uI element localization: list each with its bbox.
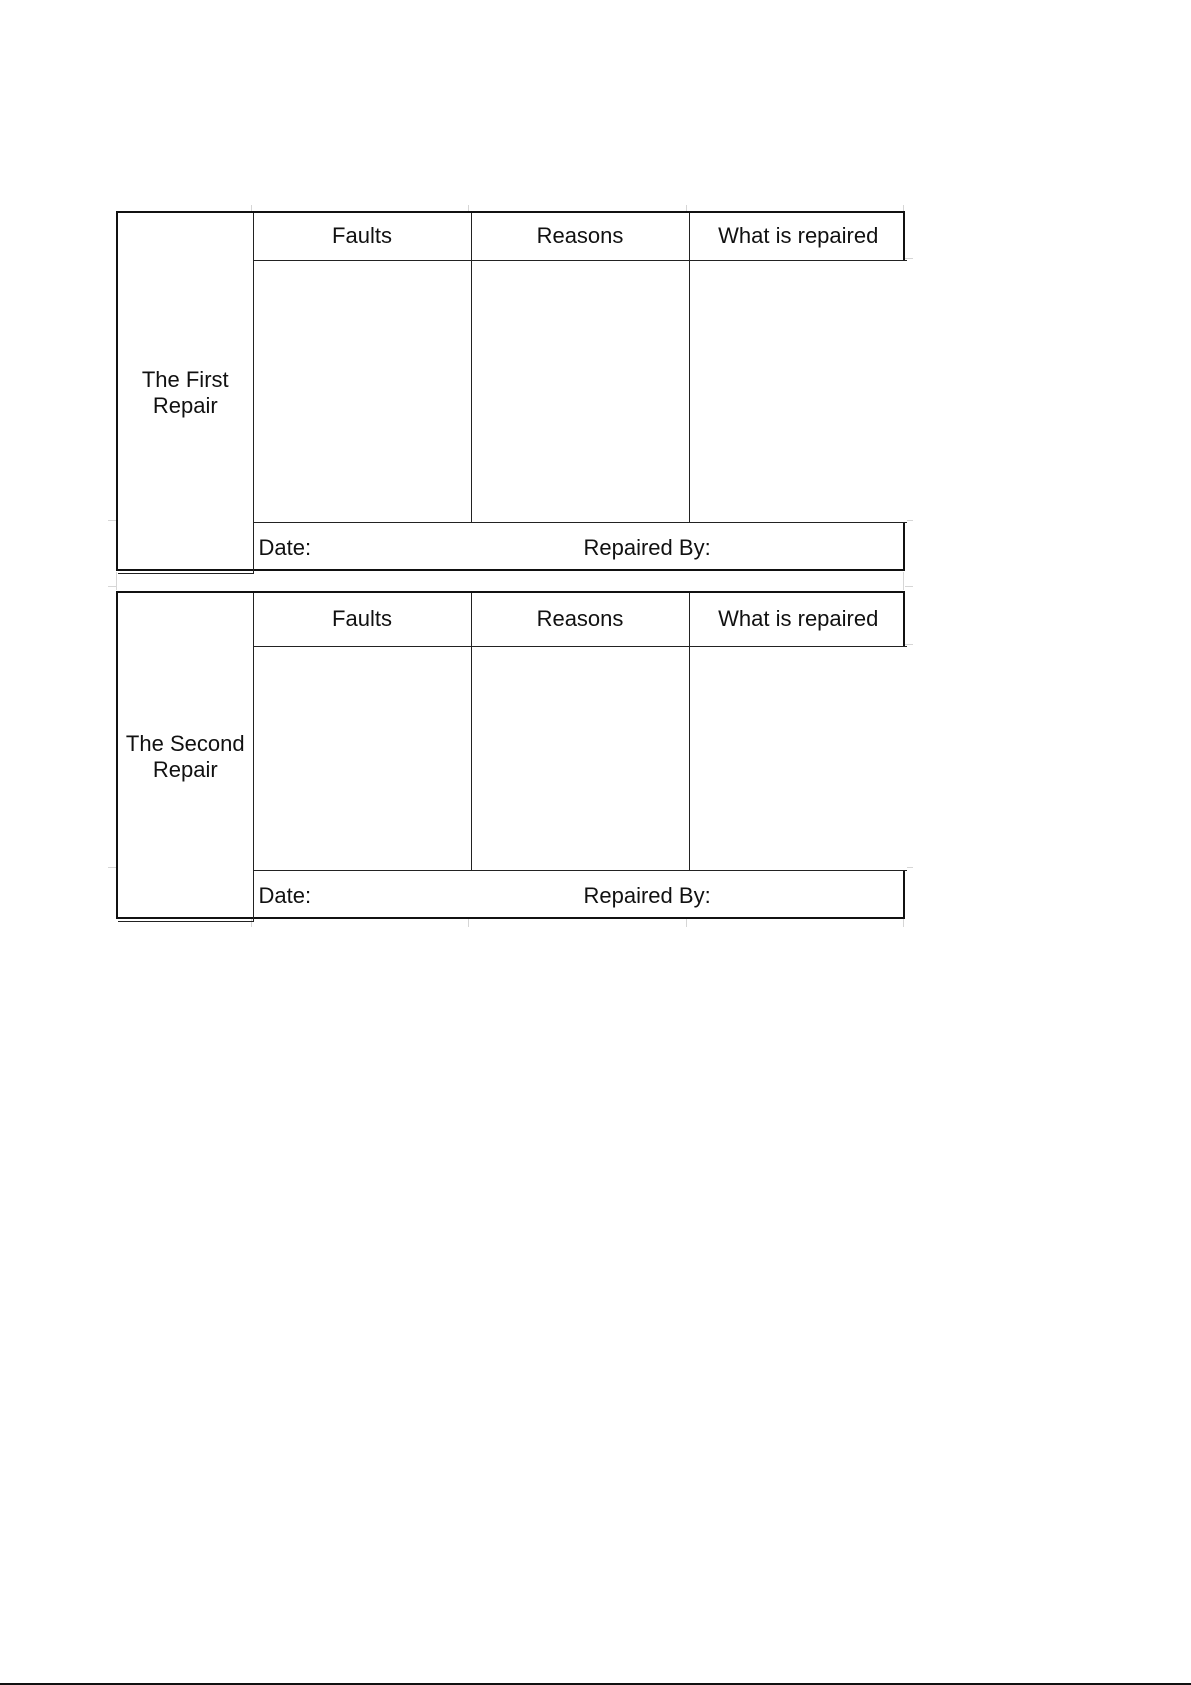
date-label: Date:: [258, 534, 312, 560]
footer-row[interactable]: [253, 522, 907, 573]
repaired-by-label: Repaired By:: [583, 534, 711, 560]
reasons-field[interactable]: [471, 260, 689, 522]
what-is-repaired-field[interactable]: [689, 260, 907, 522]
reasons-field[interactable]: [471, 646, 689, 870]
what-is-repaired-header: What is repaired: [689, 593, 907, 646]
first-repair-label: The First Repair: [118, 213, 253, 573]
faults-header: Faults: [253, 213, 471, 260]
grid-tick: [108, 586, 116, 587]
second-repair-label: The Second Repair: [118, 593, 253, 921]
grid-tick: [108, 520, 116, 521]
reasons-header: Reasons: [471, 593, 689, 646]
faults-field[interactable]: [253, 646, 471, 870]
repaired-by-label: Repaired By:: [583, 882, 711, 908]
reasons-header: Reasons: [471, 213, 689, 260]
grid-tick: [903, 572, 904, 590]
footer-row[interactable]: [253, 870, 907, 921]
grid-tick: [108, 867, 116, 868]
grid-tick: [116, 572, 117, 590]
first-repair-form: [116, 211, 905, 571]
second-repair-form: [116, 591, 905, 919]
date-label: Date:: [258, 882, 312, 908]
what-is-repaired-header: What is repaired: [689, 213, 907, 260]
what-is-repaired-field[interactable]: [689, 646, 907, 870]
faults-header: Faults: [253, 593, 471, 646]
second-repair-table: [118, 593, 907, 922]
first-repair-table: [118, 213, 907, 574]
faults-field[interactable]: [253, 260, 471, 522]
grid-tick: [905, 586, 913, 587]
